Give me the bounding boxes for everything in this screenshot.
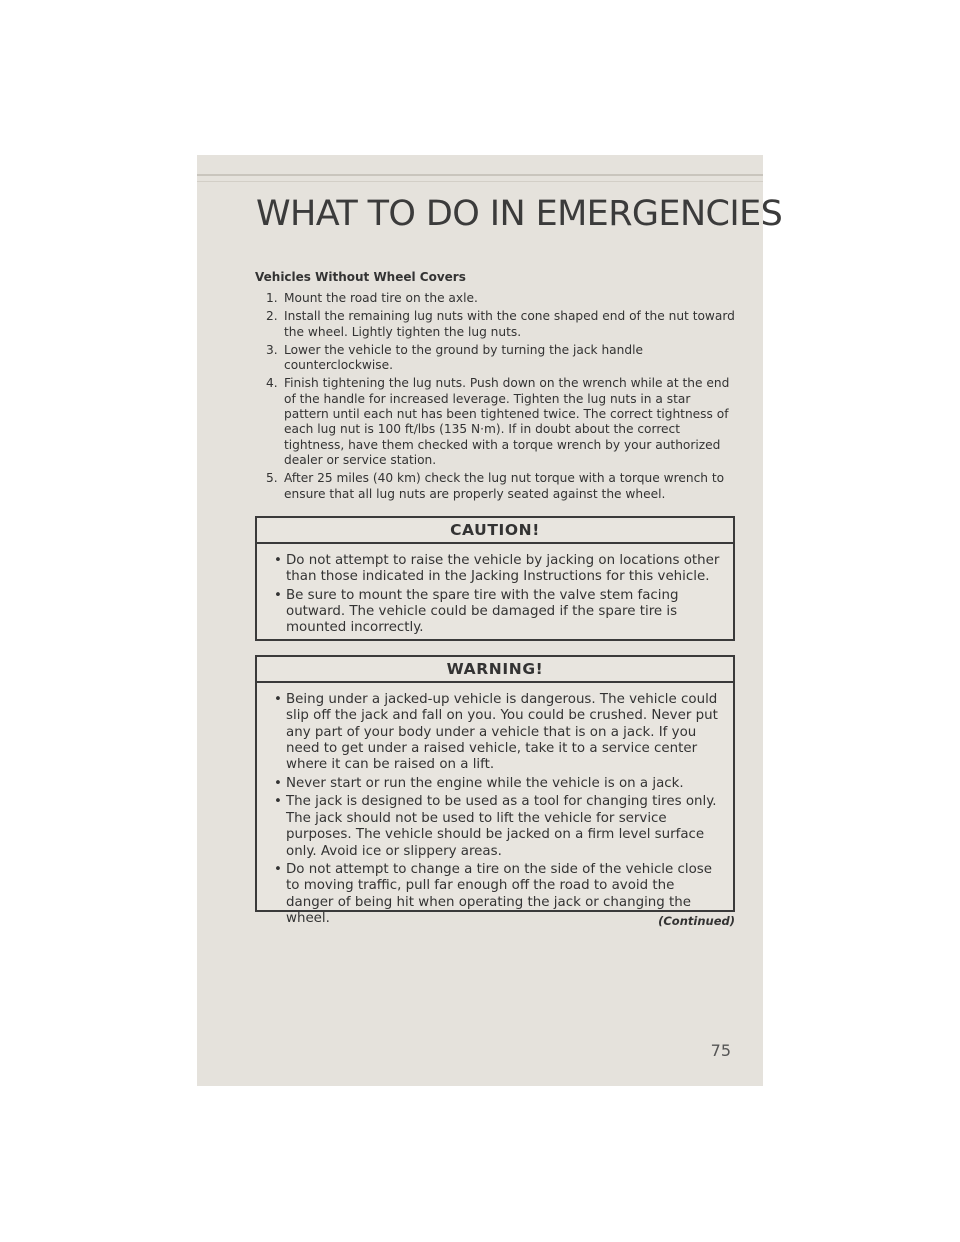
step-text: Mount the road tire on the axle. [284, 291, 478, 305]
caution-box [255, 516, 735, 641]
step-text: Install the remaining lug nuts with the cone shaped end of the nut toward the wheel. Lightly tighten the lug nuts. [284, 309, 735, 339]
step-number: 2. [266, 309, 278, 324]
step-number: 3. [266, 342, 278, 357]
list-item [274, 794, 725, 860]
continued-label: (Continued) [658, 913, 735, 928]
caution-list [257, 544, 733, 645]
caution-text: Do not attempt to raise the vehicle by jacking on locations other than those indicated in the Jacking Instructions for this vehicle. [286, 552, 720, 585]
bullet-icon: • [274, 861, 282, 877]
caution-text: Be sure to mount the spare tire with the valve stem facing outward. The vehicle could be damaged if the spare tire is mounted incorrectly. [286, 587, 679, 636]
manual-page [197, 155, 783, 1086]
step-text: Lower the vehicle to the ground by turning the jack handle counterclockwise. [284, 342, 643, 373]
header-rule-thin [197, 181, 763, 182]
list-item [266, 471, 735, 502]
step-text: After 25 miles (40 km) check the lug nut torque with a torque wrench to ensure that all lug nuts are properly seated against the wheel. [284, 471, 725, 501]
warning-list [257, 683, 733, 936]
bullet-icon: • [274, 691, 282, 707]
page-content [255, 269, 735, 928]
list-item [266, 309, 735, 340]
list-item [266, 343, 735, 374]
warning-text: Never start or run the engine while the vehicle is on a jack. [286, 775, 684, 791]
bullet-icon: • [274, 552, 282, 568]
list-item [274, 692, 725, 774]
warning-text: The jack is designed to be used as a tool for changing tires only. The jack should not be used to lift the vehicle for service purposes. The vehicle should be jacked on a firm level surface only. Avoid ice or slippery areas. [286, 794, 717, 859]
list-item [274, 553, 725, 586]
section-heading: Vehicles Without Wheel Covers [255, 270, 466, 284]
warning-text: Being under a jacked-up vehicle is dangerous. The vehicle could slip off the jack and fall on you. You could be crushed. Never put any part of your body under a vehicle that is on a jack. If you need to get under a raised vehicle, take it to a service center where it can be raised on a lift. [286, 691, 718, 773]
step-number: 4. [266, 376, 278, 391]
page-number: 75 [710, 1041, 731, 1060]
list-item [274, 776, 725, 792]
step-number: 1. [266, 291, 278, 305]
bullet-icon: • [274, 587, 282, 603]
bullet-icon: • [274, 775, 282, 791]
list-item [274, 588, 725, 637]
warning-text: Do not attempt to change a tire on the side of the vehicle close to moving traffic, pull far enough off the road to avoid the danger of being hit when operating the jack or changing the wheel. [286, 861, 713, 927]
steps-list [255, 291, 735, 502]
chapter-title: WHAT TO DO IN EMERGENCIES [256, 194, 783, 234]
step-number: 5. [266, 471, 278, 486]
caution-title: CAUTION! [257, 518, 733, 544]
warning-title: WARNING! [257, 657, 733, 683]
list-item [266, 376, 735, 468]
header-rule [197, 174, 763, 176]
list-item [274, 862, 725, 928]
step-text: Finish tightening the lug nuts. Push down on the wrench while at the end of the handle for increased leverage. Tighten the lug nuts in a star pattern until each nut has been tightened twice. The correct tightness of each lug nut is 100 ft/lbs (135 N·m). If in doubt about the correct tightness, have them checked with a torque wrench by your authorized dealer or service station. [284, 376, 730, 467]
list-item [266, 291, 735, 306]
bullet-icon: • [274, 794, 282, 810]
